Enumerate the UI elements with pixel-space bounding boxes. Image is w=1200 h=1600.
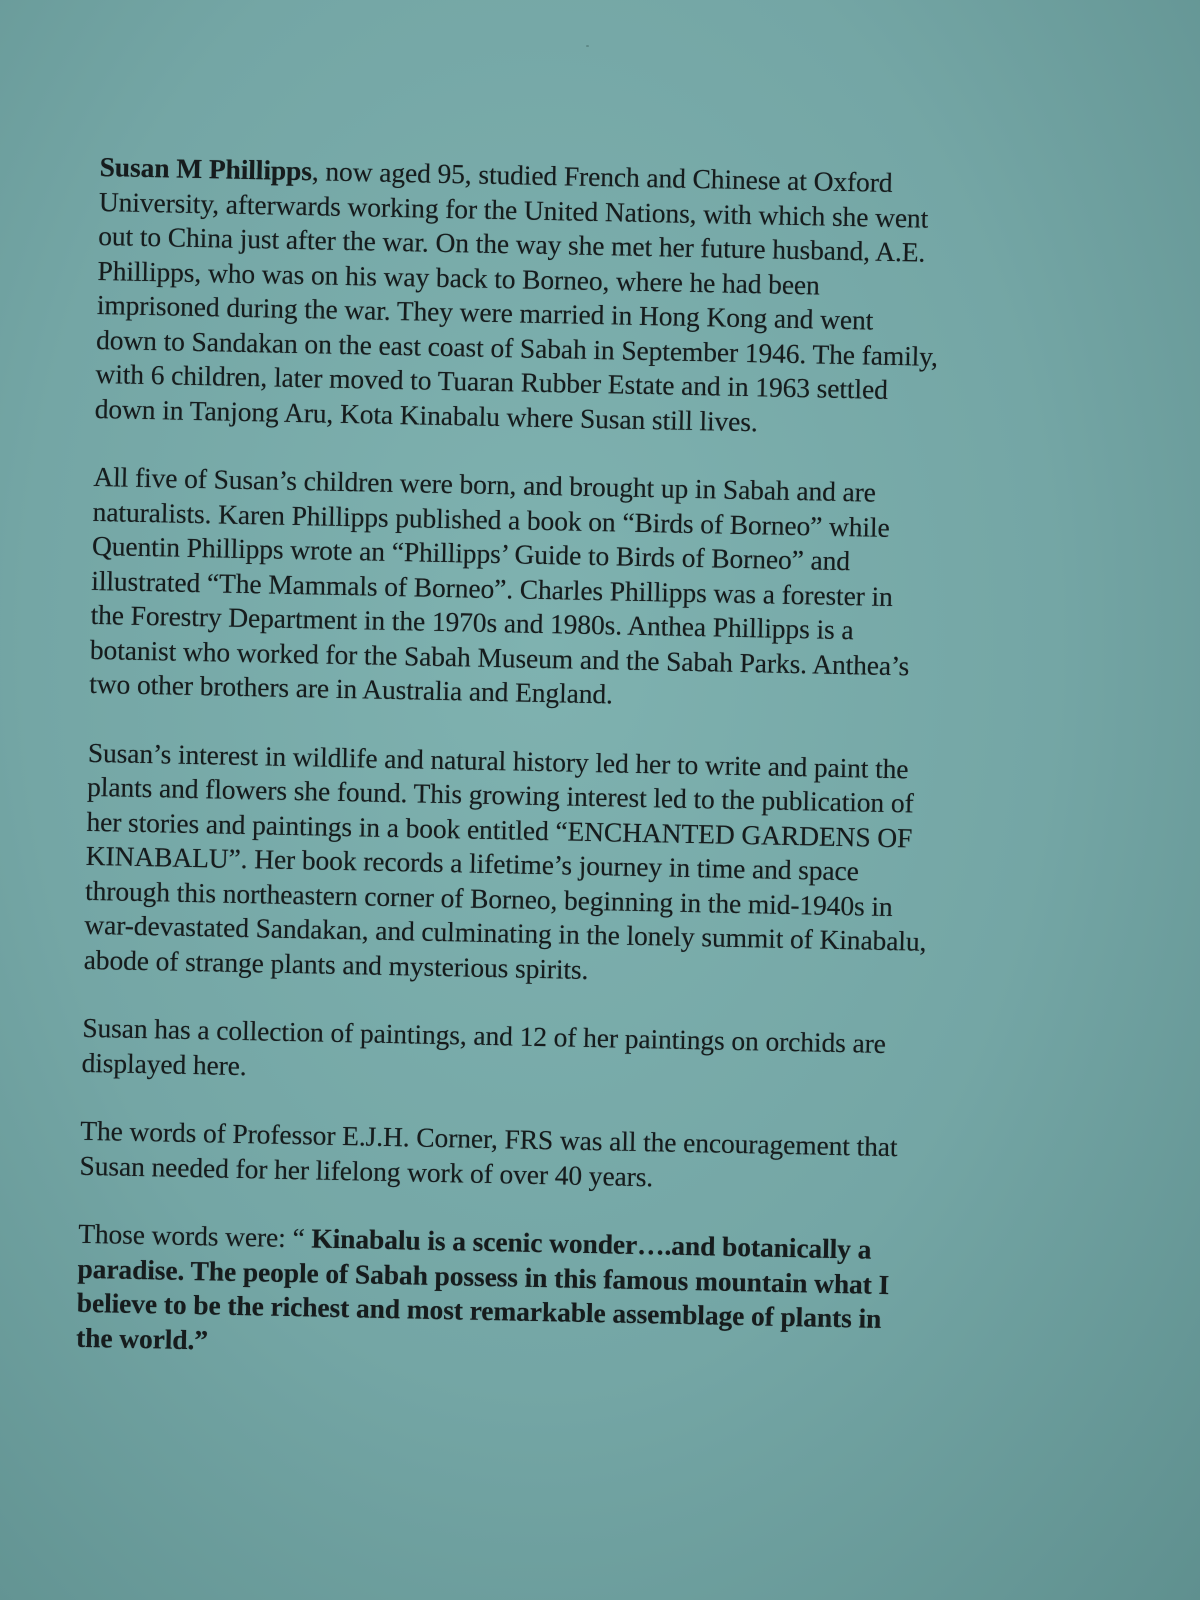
paragraph-quote [76,1217,1089,1375]
corner-quote: Kinabalu is a scenic wonder….and botanically a paradise. The people of Sabah possess in this famous mountain what I believe to be the richest and most remarkable assemblage of plants in the world.” [75,1222,890,1355]
paragraph-children: All five of Susan’s children were born, and brought up in Sabah and are naturalists. Karen Phillipps published a book on “Birds of Borneo” while Quentin Phillipps wrote an “Phillipps’ Guide to Birds of Borneo” and illustrated “The Mammals of Borneo”. Charles Phillipps was a forester in the Forestry Department in the 1970s and 1980s. Anthea Phillipps is a botanist who worked for the Sabah Museum and the Sabah Parks. Anthea’s two other brothers are in Australia and England. [88,460,910,710]
paragraph-corner: The words of Professor E.J.H. Corner, FRS was all the encouragement that Susan needed for her lifelong work of over 40 years. [79,1114,898,1192]
subject-name: Susan M Phillipps [99,150,313,187]
intro-text: , now aged 95, studied French and Chinese at Oxford University, afterwards working for the United Nations, with which she went out to China just after the war. On the way she met her future husband, A.E. Phillipps, who was on his way back to Borneo, where he had been imprisoned during the war. They were married in Hong Kong and went down to Sandakan on the east coast of Sabah in September 1946. The family, with 6 children, later moved to Tuaran Rubber Estate and in 1963 settled down in Tanjong Aru, Kota Kinabalu where Susan still lives. [94,155,939,437]
quote-intro: Those words were: “ [77,1217,312,1254]
paragraph-book: Susan’s interest in wildlife and natural history led her to write and paint the plants and flowers she found. This growing interest led to the publication of her stories and paintings in a book entitled “ENCHANTED GARDENS OF KINABALU”. Her book records a lifetime’s journey in time and space through this northeastern corner of Borneo, beginning in the mid-1940s in war-devastated Sandakan, and culminating in the lonely summit of Kinabalu, abode of strange plants and mysterious spirits. [83,736,927,985]
biography-text [75,150,1110,1409]
paper-speck [586,45,589,47]
paragraph-paintings: Susan has a collection of paintings, and 12 of her paintings on orchids are displayed here. [81,1011,887,1081]
paragraph-intro [94,150,1109,446]
